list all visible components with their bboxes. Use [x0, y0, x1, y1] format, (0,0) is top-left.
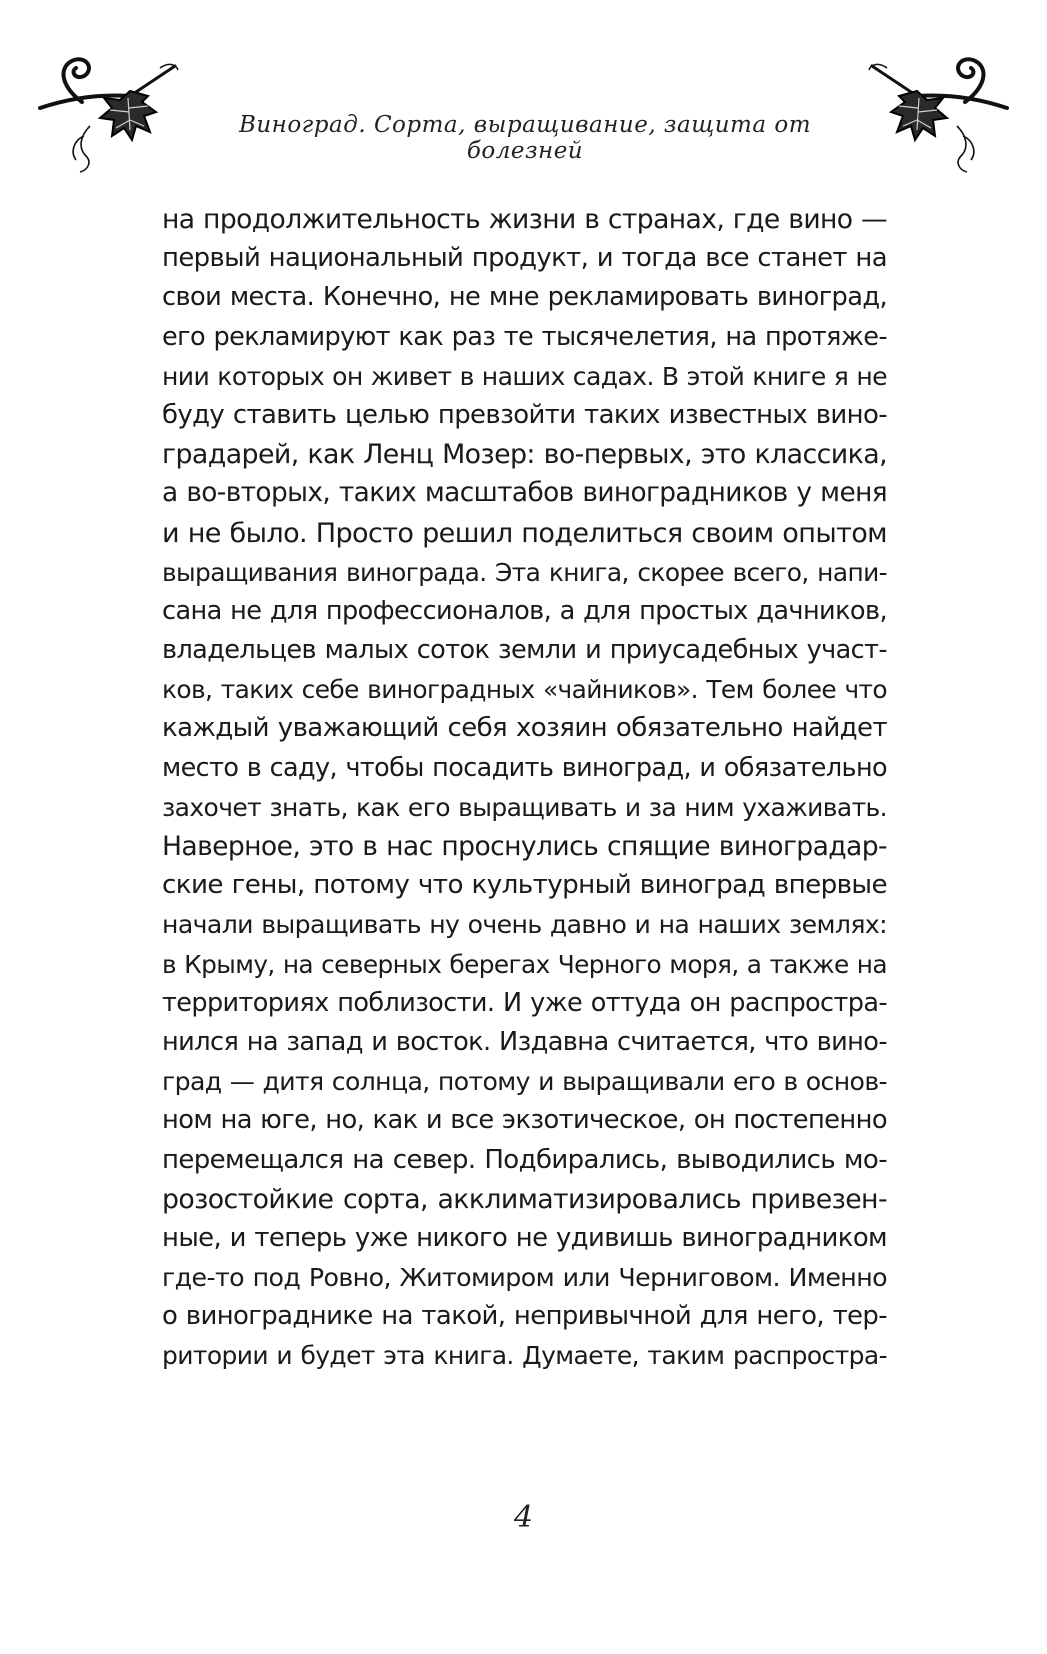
text-line: свои места. Конечно, не мне рекламировать виноград,	[162, 282, 887, 313]
text-line: розостойкие сорта, акклиматизировались привезен-	[162, 1183, 887, 1215]
text-line: Наверное, это в нас проснулись спящие виноградар-	[162, 831, 887, 862]
text-line: территориях поблизости. И уже оттуда он распростра-	[162, 987, 887, 1018]
text-line: а во-вторых, таких масштабов виноградников у меня	[162, 478, 887, 509]
text-line: ков, таких себе виноградных «чайников». Тем более что	[162, 675, 887, 705]
text-line: перемещался на север. Подбирались, выводились мо-	[162, 1144, 887, 1175]
page-number: 4	[513, 1500, 534, 1535]
text-line: место в саду, чтобы посадить виноград, и обязательно	[162, 752, 887, 783]
running-title: Виноград. Сорта, выращивание, защита от болезней	[238, 112, 812, 164]
text-line: ские гены, потому что культурный виноград впервые	[162, 870, 887, 901]
body-paragraph	[162, 200, 887, 1376]
text-line: первый национальный продукт, и тогда все станет на	[162, 243, 887, 274]
text-line: начали выращивать ну очень давно и на наших землях:	[162, 910, 887, 940]
grape-leaf-vine-icon	[30, 36, 180, 196]
text-line: и не было. Просто решил поделиться своим опытом	[162, 517, 887, 549]
text-line: сана не для профессионалов, а для простых дачников,	[162, 595, 887, 626]
text-line: ные, и теперь уже никого не удивишь виноградником	[162, 1222, 887, 1253]
text-line: буду ставить целью превзойти таких известных вино-	[162, 399, 887, 430]
text-line: выращивания винограда. Эта книга, скорее всего, напи-	[162, 557, 887, 587]
text-line: владельцев малых соток земли и приусадебных участ-	[162, 635, 887, 666]
text-line: о винограднике на такой, непривычной для него, тер-	[162, 1301, 887, 1332]
text-line: ном на юге, но, как и все экзотическое, он постепенно	[162, 1105, 887, 1136]
text-line: захочет знать, как его выращивать и за ним ухаживать.	[162, 792, 887, 822]
text-line: град — дитя солнца, потому и выращивали его в основ-	[162, 1067, 887, 1097]
text-line: его рекламируют как раз те тысячелетия, на протяже-	[162, 321, 887, 352]
text-line: каждый уважающий себя хозяин обязательно найдет	[162, 713, 887, 744]
text-line: на продолжительность жизни в странах, где вино —	[162, 204, 887, 235]
text-line: ритории и будет эта книга. Думаете, таким распростра-	[162, 1341, 887, 1371]
grape-leaf-vine-icon	[867, 36, 1017, 196]
text-line: градарей, как Ленц Мозер: во-первых, это классика,	[162, 439, 887, 471]
text-line: где-то под Ровно, Житомиром или Черниговом. Именно	[162, 1263, 887, 1293]
text-line: нился на запад и восток. Издавна считается, что вино-	[162, 1026, 887, 1057]
text-line: в Крыму, на северных берегах Черного моря, а также на	[162, 949, 887, 979]
text-line: нии которых он живет в наших садах. В этой книге я не	[162, 361, 887, 391]
